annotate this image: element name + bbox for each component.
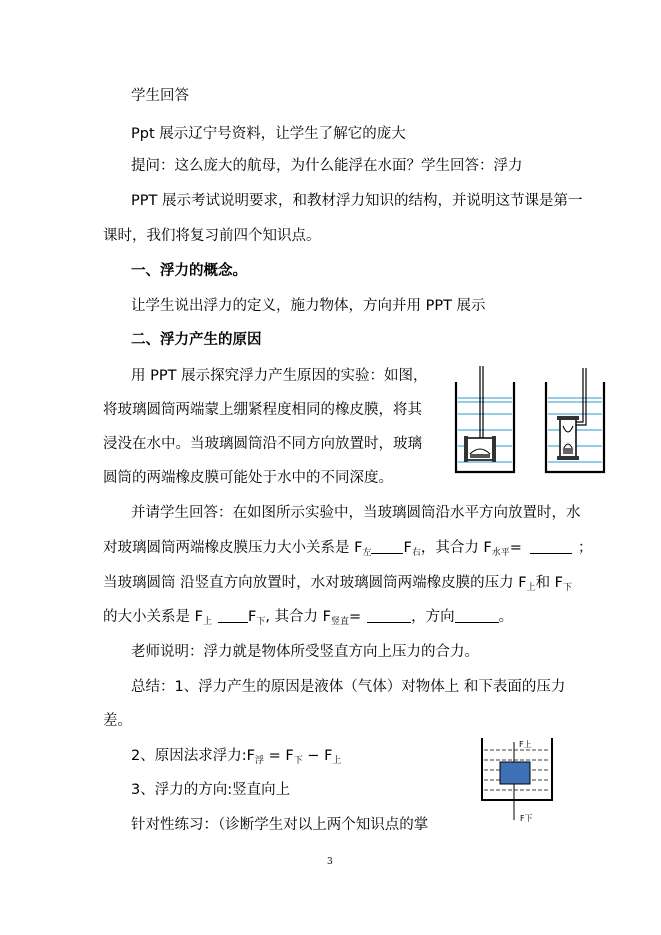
line-student-answer: 学生回答 <box>131 88 189 104</box>
text-seg: F <box>403 540 412 556</box>
text-seg: 当玻璃圆筒 沿竖直方向放置时，水对玻璃圆筒两端橡皮膜的压力 F <box>103 575 527 591</box>
subscript: 下 <box>293 756 303 766</box>
line-class-hour: 课时，我们将复习前四个知识点。 <box>103 228 321 244</box>
text-seg: ，方向 <box>411 609 455 625</box>
pressure-diagram <box>478 736 558 828</box>
line-summary-1-cont: 差。 <box>103 713 132 729</box>
subscript: 上 <box>202 617 212 627</box>
line-definition: 让学生说出浮力的定义，施力物体，方向并用 PPT 展示 <box>131 298 486 314</box>
line-experiment-1: 用 PPT 展示探究浮力产生原因的实验：如图， <box>131 368 428 384</box>
text-seg: , 其合力 F <box>265 609 331 625</box>
line-experiment-4: 圆筒的两端橡皮膜可能处于水中的不同深度。 <box>103 470 393 486</box>
line-ask-students: 并请学生回答：在如图所示实验中，当玻璃圆筒沿水平方向放置时，水 <box>131 505 581 521</box>
label-f-bottom: F下 <box>520 814 533 823</box>
subscript: 下 <box>563 583 573 593</box>
text-seg: = <box>349 609 362 625</box>
line-formula <box>131 746 341 771</box>
subscript: 竖直 <box>331 617 350 627</box>
line-practice: 针对性练习：（诊断学生对以上两个知识点的掌 <box>131 817 429 833</box>
subscript: 下 <box>256 617 266 627</box>
beaker-left <box>456 366 514 472</box>
text-seg: = <box>509 540 522 556</box>
answer-blank[interactable] <box>218 608 248 623</box>
line-horizontal-relation <box>103 538 592 563</box>
line-experiment-2: 将玻璃圆筒两端蒙上绷紧程度相同的橡皮膜，将其 <box>103 402 422 418</box>
text-seg: ； <box>577 540 593 556</box>
text-seg: 和 F <box>535 575 564 591</box>
text-seg: ，其合力 F <box>420 540 492 556</box>
line-question: 提问：这么庞大的航母，为什么能浮在水面？学生回答：浮力 <box>131 158 523 174</box>
text-seg: 。 <box>498 609 514 625</box>
heading-cause: 二、浮力产生的原因 <box>131 332 262 348</box>
answer-blank[interactable] <box>367 608 411 623</box>
line-summary-1: 总结：1、浮力产生的原因是液体（气体）对物体上 和下表面的压力 <box>131 679 566 695</box>
subscript: 上 <box>332 756 342 766</box>
text-seg: 2、原因法求浮力:F <box>131 748 255 764</box>
line-experiment-3: 浸没在水中。当玻璃圆筒沿不同方向放置时，玻璃 <box>103 436 422 452</box>
answer-blank[interactable] <box>455 608 499 623</box>
line-vertical-relation <box>103 607 513 632</box>
subscript: 左 <box>362 548 372 558</box>
text-seg: F <box>247 609 257 625</box>
text-seg: − F <box>302 748 333 764</box>
label-f-top: F上 <box>519 740 532 749</box>
line-ppt-exam: PPT 展示考试说明要求，和教材浮力知识的结构，并说明这节课是第一 <box>131 193 583 209</box>
text-seg: 的大小关系是 F <box>103 609 203 625</box>
line-teacher-note: 老师说明：浮力就是物体所受竖直方向上压力的合力。 <box>131 644 479 660</box>
line-ppt-liaoning: Ppt 展示辽宁号资料，让学生了解它的庞大 <box>131 126 406 142</box>
subscript: 上 <box>526 583 536 593</box>
beaker-diagram <box>450 364 620 476</box>
text-seg: 对玻璃圆筒两端橡皮膜压力大小关系是 F <box>103 540 363 556</box>
subscript: 浮 <box>254 756 264 766</box>
beaker-right <box>546 368 604 472</box>
answer-blank[interactable] <box>530 539 572 554</box>
page-number: 3 <box>327 857 333 867</box>
text-seg: = F <box>263 748 294 764</box>
line-vertical-placement <box>103 573 572 598</box>
heading-concept: 一、浮力的概念。 <box>131 263 247 279</box>
line-direction: 3、浮力的方向:竖直向上 <box>131 782 291 798</box>
subscript: 右 <box>411 548 421 558</box>
subscript: 水平 <box>491 548 510 558</box>
answer-blank[interactable] <box>371 539 403 554</box>
